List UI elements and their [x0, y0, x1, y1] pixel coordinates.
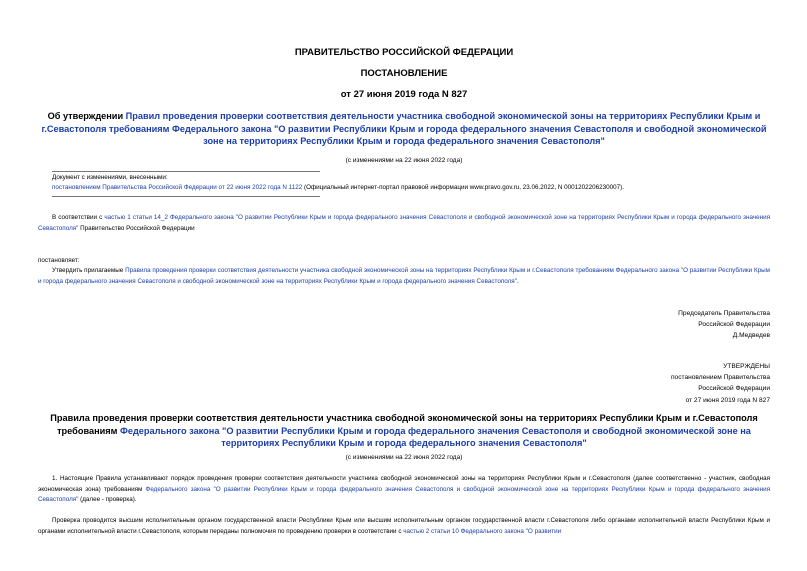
basis-prefix: В соответствии с: [52, 214, 105, 221]
changes-link[interactable]: постановлением Правительства Российской Федерации от 22 июня 2022 года N 1122: [52, 184, 303, 191]
government-heading: ПРАВИТЕЛЬСТВО РОССИЙСКОЙ ФЕДЕРАЦИИ: [294, 47, 514, 58]
changes-line: [52, 183, 762, 194]
approve-suffix: .: [516, 277, 519, 285]
p1-suffix: (далее - проверка).: [78, 496, 137, 504]
title-prefix: Об утверждении: [47, 111, 126, 121]
rules-paragraph-1: [38, 474, 770, 506]
rules-amendment-note: (с изменениями на 22 июня 2022 года): [345, 454, 463, 461]
signature-name: Д.Медведев: [732, 332, 770, 340]
document-date-number: от 27 июня 2019 года N 827: [340, 89, 468, 100]
rules-title-prefix: Правила проведения проверки соответствия деятельности участника свободной экономической зоны на территориях Республики Крым и г.Севастополя требованиям: [50, 413, 758, 436]
document-title: [38, 110, 770, 148]
p2-link[interactable]: частью 2 статьи 10 Федерального закона "О развитии: [403, 527, 562, 535]
p2-prefix: Проверка проводится высшим исполнительным органом государственной власти Республики Крым или высшим исполнительным органом государственной власти г.Севастополя либо органами исполнительной власти Республики Крым и органами исполнительной власти г.Севастополя, которым переданы полномочия по проведению проверки в соответствии с: [38, 517, 770, 535]
document-type: ПОСТАНОВЛЕНИЕ: [360, 68, 448, 79]
approve-link[interactable]: Правила проведения проверки соответствия деятельности участника свободной экономической зоны на территориях Республики Крым и г.Севастополя требованиям Федерального закона "О развитии Республики Крым и города федерального значения Севастополя и свободной экономической зоне на территориях Республики Крым и города федерального значения Севастополя": [38, 267, 770, 285]
p1-link[interactable]: Федерального закона "О развитии Республики Крым и города федерального значения Севастополя и свободной экономической зоне на территориях Республики Крым и города федерального значения Севастополя": [38, 485, 771, 504]
signature-position: Председатель Правительства: [678, 310, 770, 317]
rules-paragraph-2: [38, 516, 770, 537]
basis-suffix: Правительство Российской Федерации: [78, 224, 195, 232]
changes-label: Документ с изменениями, внесенными:: [52, 174, 168, 181]
approved-heading: УТВЕРЖДЕНЫ: [723, 363, 770, 370]
changes-source: (Официальный интернет-портал правовой информации www.pravo.gov.ru, 23.06.2022, N 0001202206230007).: [302, 184, 624, 191]
signature-block: [678, 308, 770, 342]
rules-title-link[interactable]: Федерального закона "О развитии Республики Крым и города федерального значения Севастополя и свободной экономической зоне на территориях Республики Крым и города федерального значения Севастополя": [120, 425, 751, 448]
approved-date: от 27 июня 2019 года N 827: [685, 396, 770, 404]
signature-country: Российской Федерации: [698, 321, 770, 329]
title-link[interactable]: Правил проведения проверки соответствия деятельности участника свободной экономической зоны на территориях Республики Крым и г.Севастополя требованиям Федерального закона "О развитии Республики Крым и города федерального значения Севастополя и свободной экономической зоне на территориях Республики Крым и города федерального значения Севастополя": [41, 111, 767, 146]
rules-title: [38, 412, 770, 450]
p1-prefix: 1. Настоящие Правила устанавливают порядок проведения проверки соответствия деятельности участника свободной экономической зоны на территориях Республики Крым и г.Севастополя (далее соответственно - участник, свободная экономическая зона) требованиям: [38, 475, 770, 493]
divider: [52, 196, 320, 197]
basis-link[interactable]: частью 1 статьи 14_2 Федерального закона "О развитии Республики Крым и города федерального значения Севастополя и свободной экономической зоне на территориях Республики Крым и города федерального значения Севастополя": [38, 214, 771, 232]
divider: [52, 171, 320, 172]
approved-by: постановлением Правительства: [670, 374, 770, 382]
basis-paragraph: [38, 213, 770, 234]
approve-prefix: Утвердить прилагаемые: [52, 267, 126, 274]
resolves-label: постановляет:: [38, 257, 80, 264]
approve-paragraph: [38, 266, 770, 287]
amendment-note: (с изменениями на 22 июня 2022 года): [345, 157, 463, 164]
approved-block: [671, 361, 770, 406]
approved-country: Российской Федерации: [698, 385, 770, 393]
